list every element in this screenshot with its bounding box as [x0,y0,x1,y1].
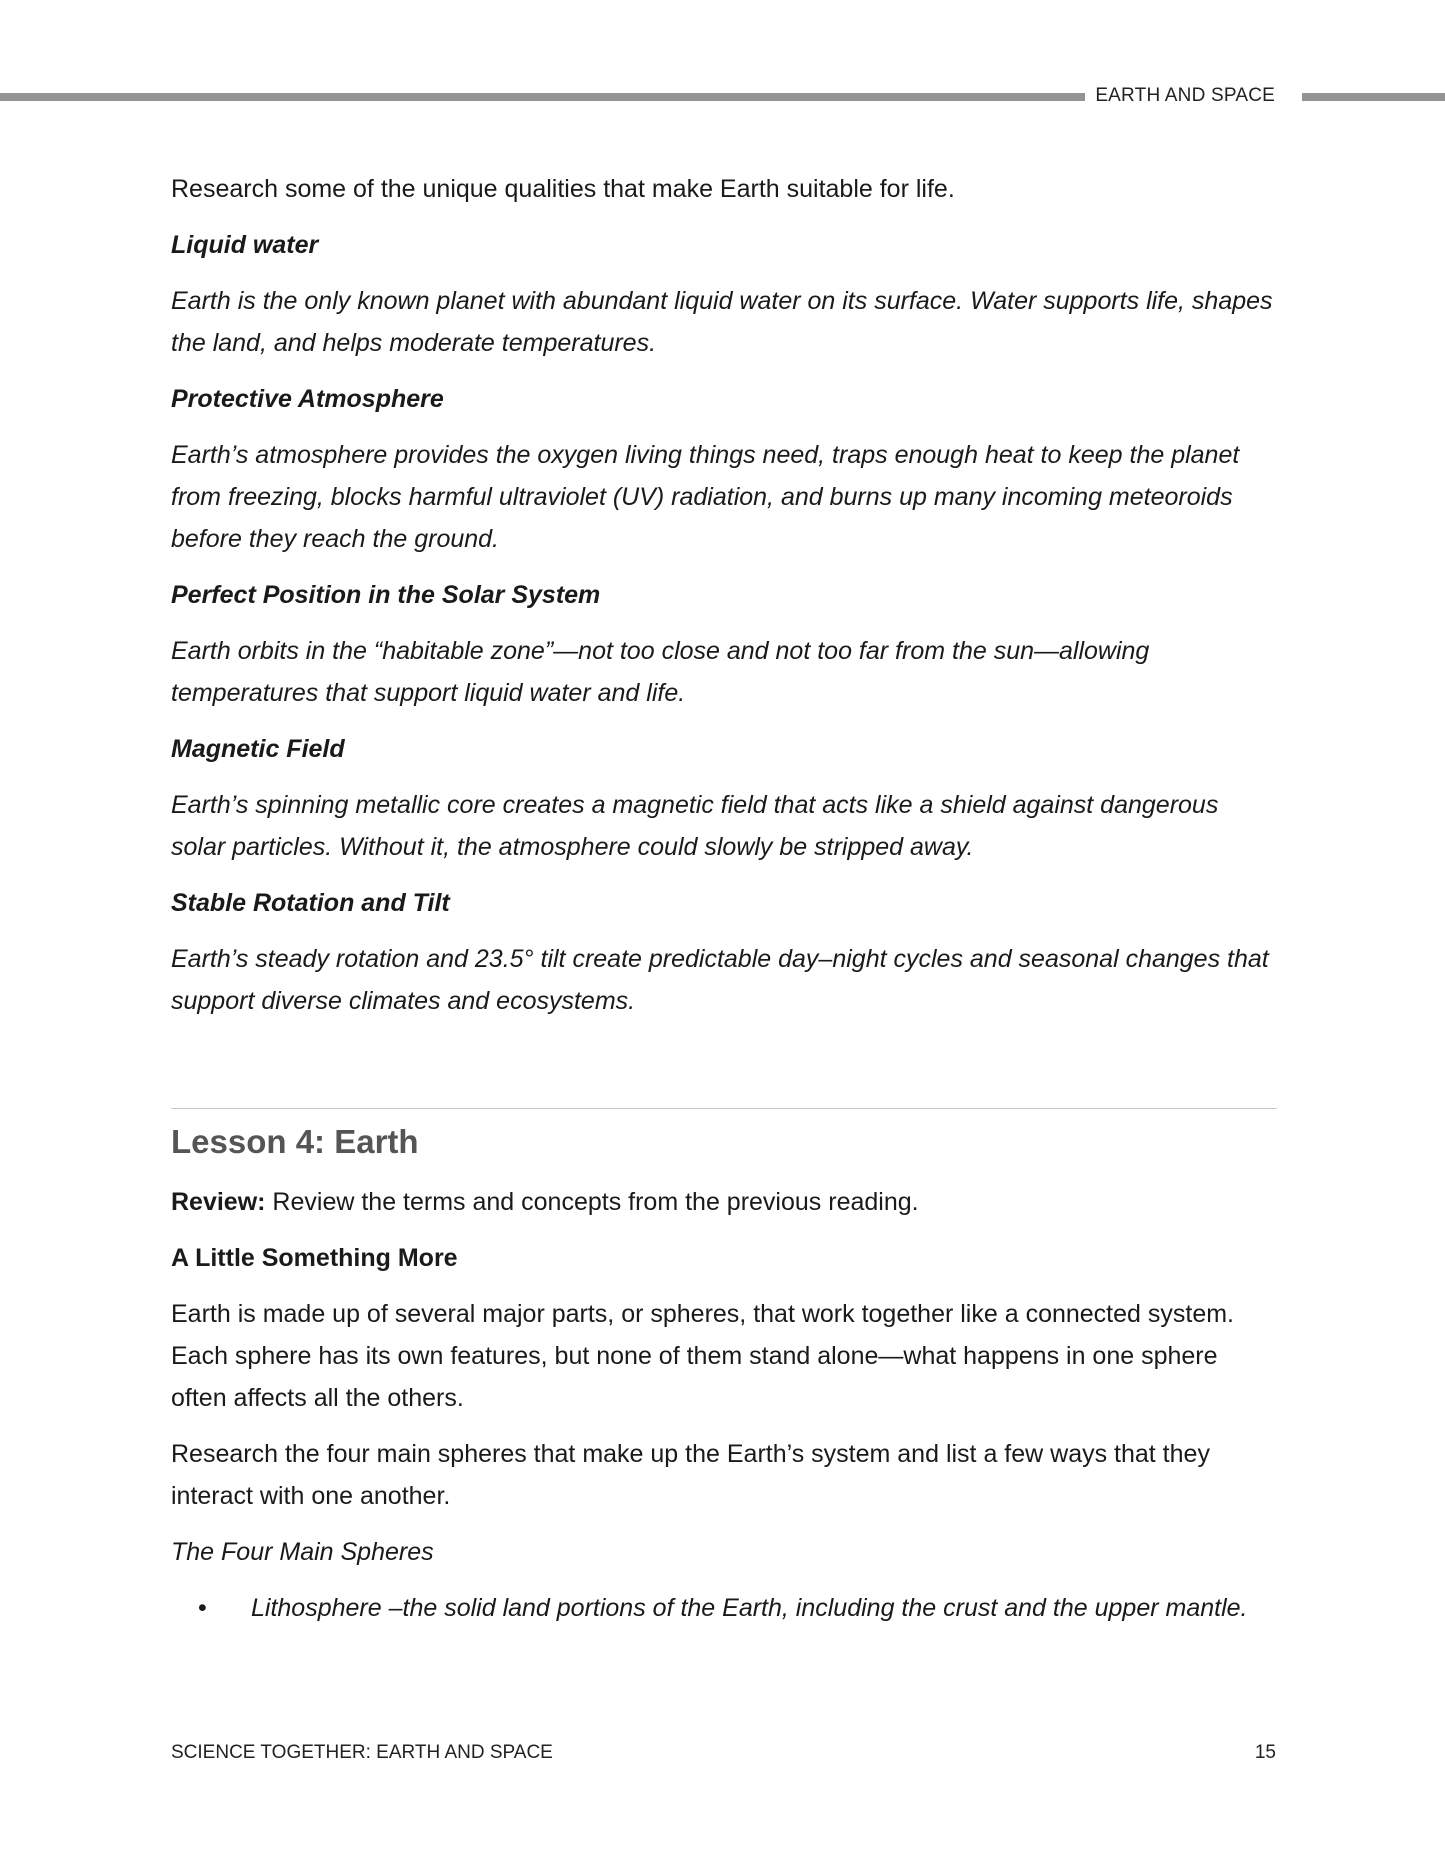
lesson-subheading: A Little Something More [171,1244,458,1272]
intro-paragraph: Research some of the unique qualities that make Earth suitable for life. [171,175,955,203]
page-number: 15 [1254,1742,1276,1763]
quality-section [171,378,1277,560]
page-content [171,168,1277,1629]
body-paragraph: Earth is made up of several major parts, or spheres, that work together like a connected system. Each sphere has its own features, but none of them stand alone—what happens in one sphere often affects all the others. [171,1300,1235,1412]
header-rule-right [1302,93,1445,101]
body-paragraph: Research the four main spheres that make up the Earth’s system and list a few ways that they interact with one another. [171,1440,1210,1510]
quality-section [171,882,1277,1022]
spheres-list [171,1587,1277,1629]
quality-section [171,574,1277,714]
quality-text: Earth’s atmosphere provides the oxygen living things need, traps enough heat to keep the planet from freezing, blocks harmful ultraviolet (UV) radiation, and burns up many incoming meteoroids before they reach the ground. [171,441,1240,553]
quality-heading: Protective Atmosphere [171,385,444,413]
quality-text: Earth’s spinning metallic core creates a magnetic field that acts like a shield against dangerous solar particles. Without it, the atmosphere could slowly be stripped away. [171,791,1219,861]
quality-text: Earth is the only known planet with abundant liquid water on its surface. Water supports life, shapes the land, and helps moderate temperatures. [171,287,1273,357]
quality-section [171,728,1277,868]
running-header: EARTH AND SPACE [1095,85,1275,106]
quality-heading: Magnetic Field [171,735,345,763]
quality-text: Earth’s steady rotation and 23.5° tilt create predictable day–night cycles and seasonal changes that support diverse climates and ecosystems. [171,945,1269,1015]
review-label: Review: [171,1188,266,1216]
review-paragraph [171,1181,1277,1223]
quality-text: Earth orbits in the “habitable zone”—not too close and not too far from the sun—allowing temperatures that support liquid water and life. [171,637,1150,707]
quality-section [171,224,1277,364]
quality-heading: Stable Rotation and Tilt [171,889,450,917]
bullet-icon: • [198,1594,207,1622]
footer-book-title: SCIENCE TOGETHER: EARTH AND SPACE [171,1742,553,1763]
quality-heading: Liquid water [171,231,319,259]
header-rule-left [0,93,1085,101]
quality-heading: Perfect Position in the Solar System [171,581,601,609]
list-item-text: Lithosphere –the solid land portions of the Earth, including the crust and the upper mantle. [251,1594,1248,1622]
lesson-title: Lesson 4: Earth [171,1123,419,1160]
section-divider [171,1108,1277,1109]
spheres-heading: The Four Main Spheres [171,1538,434,1566]
review-text: Review the terms and concepts from the previous reading. [265,1188,919,1216]
list-item [171,1587,1277,1629]
